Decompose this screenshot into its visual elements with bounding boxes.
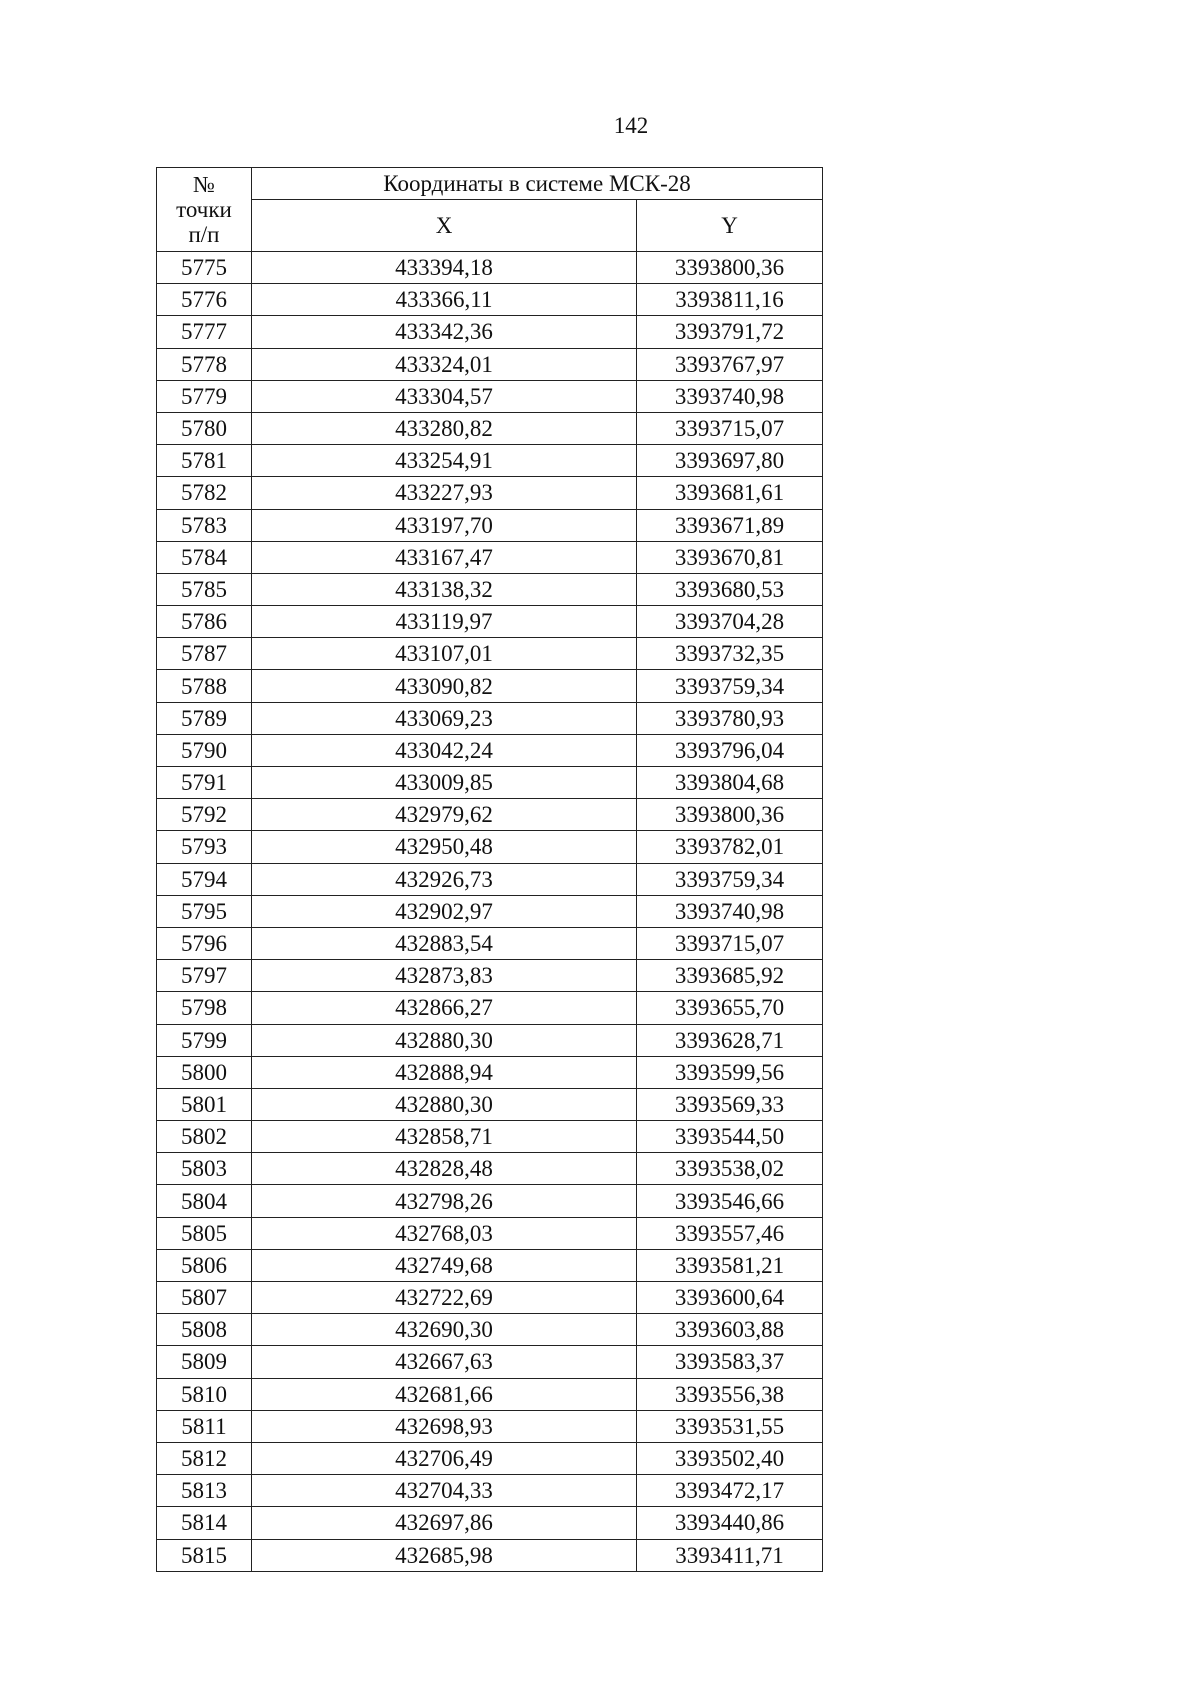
table-row — [157, 1185, 823, 1217]
table-row — [157, 1314, 823, 1346]
point-number-cell: 5813 — [157, 1475, 252, 1507]
point-number-cell: 5786 — [157, 606, 252, 638]
point-number-cell: 5814 — [157, 1507, 252, 1539]
y-coordinate-cell: 3393655,70 — [637, 992, 823, 1024]
table-row — [157, 1088, 823, 1120]
x-coordinate-cell: 433090,82 — [252, 670, 637, 702]
x-coordinate-cell: 432902,97 — [252, 895, 637, 927]
point-number-cell: 5776 — [157, 284, 252, 316]
x-coordinate-cell: 433280,82 — [252, 412, 637, 444]
y-coordinate-cell: 3393538,02 — [637, 1153, 823, 1185]
point-number-cell: 5802 — [157, 1121, 252, 1153]
x-coordinate-cell: 433069,23 — [252, 702, 637, 734]
x-coordinate-cell: 433394,18 — [252, 252, 637, 284]
point-number-cell: 5811 — [157, 1410, 252, 1442]
x-coordinate-cell: 432926,73 — [252, 863, 637, 895]
y-coordinate-cell: 3393780,93 — [637, 702, 823, 734]
point-number-cell: 5793 — [157, 831, 252, 863]
coordinates-system-header: Координаты в системе МСК-28 — [252, 168, 823, 200]
y-coordinate-cell: 3393440,86 — [637, 1507, 823, 1539]
table-row — [157, 831, 823, 863]
table-row — [157, 380, 823, 412]
x-coordinate-cell: 432681,66 — [252, 1378, 637, 1410]
table-row — [157, 477, 823, 509]
page-number: 142 — [613, 113, 649, 138]
point-number-cell: 5799 — [157, 1024, 252, 1056]
y-coordinate-cell: 3393804,68 — [637, 767, 823, 799]
coordinates-table — [156, 167, 823, 1572]
point-number-cell: 5780 — [157, 412, 252, 444]
point-number-header — [157, 168, 252, 252]
point-number-header-line: точки — [176, 197, 232, 222]
y-coordinate-cell: 3393796,04 — [637, 734, 823, 766]
table-row — [157, 1507, 823, 1539]
point-number-cell: 5785 — [157, 573, 252, 605]
x-coordinate-cell: 433254,91 — [252, 445, 637, 477]
point-number-cell: 5775 — [157, 252, 252, 284]
x-coordinate-cell: 433138,32 — [252, 573, 637, 605]
y-coordinate-cell: 3393531,55 — [637, 1410, 823, 1442]
table-row — [157, 348, 823, 380]
table-row — [157, 1475, 823, 1507]
table-row — [157, 1249, 823, 1281]
table-header — [157, 168, 823, 252]
table-row — [157, 799, 823, 831]
y-coordinate-cell: 3393599,56 — [637, 1056, 823, 1088]
x-coordinate-cell: 432873,83 — [252, 960, 637, 992]
point-number-cell: 5800 — [157, 1056, 252, 1088]
table-row — [157, 1378, 823, 1410]
y-column-header: Y — [637, 200, 823, 252]
x-coordinate-cell: 432880,30 — [252, 1088, 637, 1120]
y-coordinate-cell: 3393685,92 — [637, 960, 823, 992]
y-coordinate-cell: 3393759,34 — [637, 670, 823, 702]
y-coordinate-cell: 3393800,36 — [637, 799, 823, 831]
y-coordinate-cell: 3393670,81 — [637, 541, 823, 573]
x-coordinate-cell: 433009,85 — [252, 767, 637, 799]
table-row — [157, 1346, 823, 1378]
table-row — [157, 606, 823, 638]
x-coordinate-cell: 432706,49 — [252, 1442, 637, 1474]
y-coordinate-cell: 3393800,36 — [637, 252, 823, 284]
x-coordinate-cell: 433197,70 — [252, 509, 637, 541]
y-coordinate-cell: 3393581,21 — [637, 1249, 823, 1281]
table-row — [157, 638, 823, 670]
table-row — [157, 960, 823, 992]
table-body — [157, 252, 823, 1572]
table-row — [157, 734, 823, 766]
point-number-cell: 5809 — [157, 1346, 252, 1378]
y-coordinate-cell: 3393569,33 — [637, 1088, 823, 1120]
y-coordinate-cell: 3393556,38 — [637, 1378, 823, 1410]
table-row — [157, 702, 823, 734]
point-number-cell: 5791 — [157, 767, 252, 799]
y-coordinate-cell: 3393544,50 — [637, 1121, 823, 1153]
y-coordinate-cell: 3393603,88 — [637, 1314, 823, 1346]
y-coordinate-cell: 3393502,40 — [637, 1442, 823, 1474]
x-coordinate-cell: 432697,86 — [252, 1507, 637, 1539]
point-number-cell: 5815 — [157, 1539, 252, 1571]
x-coordinate-cell: 432798,26 — [252, 1185, 637, 1217]
table-row — [157, 1217, 823, 1249]
table-row — [157, 992, 823, 1024]
x-coordinate-cell: 433366,11 — [252, 284, 637, 316]
table-row — [157, 670, 823, 702]
x-coordinate-cell: 432880,30 — [252, 1024, 637, 1056]
y-coordinate-cell: 3393782,01 — [637, 831, 823, 863]
point-number-cell: 5797 — [157, 960, 252, 992]
y-coordinate-cell: 3393557,46 — [637, 1217, 823, 1249]
point-number-cell: 5784 — [157, 541, 252, 573]
y-coordinate-cell: 3393583,37 — [637, 1346, 823, 1378]
point-number-cell: 5810 — [157, 1378, 252, 1410]
table-row — [157, 284, 823, 316]
y-coordinate-cell: 3393628,71 — [637, 1024, 823, 1056]
y-coordinate-cell: 3393411,71 — [637, 1539, 823, 1571]
point-number-cell: 5792 — [157, 799, 252, 831]
point-number-cell: 5803 — [157, 1153, 252, 1185]
point-number-cell: 5781 — [157, 445, 252, 477]
point-number-cell: 5789 — [157, 702, 252, 734]
table-row — [157, 541, 823, 573]
y-coordinate-cell: 3393715,07 — [637, 412, 823, 444]
y-coordinate-cell: 3393767,97 — [637, 348, 823, 380]
x-coordinate-cell: 432690,30 — [252, 1314, 637, 1346]
point-number-cell: 5812 — [157, 1442, 252, 1474]
point-number-cell: 5777 — [157, 316, 252, 348]
point-number-header-line: № — [193, 172, 215, 197]
x-coordinate-cell: 432685,98 — [252, 1539, 637, 1571]
y-coordinate-cell: 3393732,35 — [637, 638, 823, 670]
y-coordinate-cell: 3393671,89 — [637, 509, 823, 541]
y-coordinate-cell: 3393472,17 — [637, 1475, 823, 1507]
table-header-row — [157, 200, 823, 252]
y-coordinate-cell: 3393740,98 — [637, 895, 823, 927]
x-column-header: X — [252, 200, 637, 252]
table-row — [157, 316, 823, 348]
table-row — [157, 1539, 823, 1571]
table-row — [157, 927, 823, 959]
x-coordinate-cell: 432667,63 — [252, 1346, 637, 1378]
x-coordinate-cell: 432828,48 — [252, 1153, 637, 1185]
point-number-cell: 5804 — [157, 1185, 252, 1217]
point-number-cell: 5783 — [157, 509, 252, 541]
table-row — [157, 252, 823, 284]
x-coordinate-cell: 433324,01 — [252, 348, 637, 380]
point-number-cell: 5794 — [157, 863, 252, 895]
y-coordinate-cell: 3393740,98 — [637, 380, 823, 412]
point-number-cell: 5798 — [157, 992, 252, 1024]
y-coordinate-cell: 3393600,64 — [637, 1282, 823, 1314]
point-number-cell: 5807 — [157, 1282, 252, 1314]
point-number-cell: 5808 — [157, 1314, 252, 1346]
table-row — [157, 1121, 823, 1153]
point-number-cell: 5795 — [157, 895, 252, 927]
x-coordinate-cell: 432888,94 — [252, 1056, 637, 1088]
point-number-cell: 5782 — [157, 477, 252, 509]
table-row — [157, 767, 823, 799]
y-coordinate-cell: 3393546,66 — [637, 1185, 823, 1217]
y-coordinate-cell: 3393759,34 — [637, 863, 823, 895]
point-number-cell: 5806 — [157, 1249, 252, 1281]
y-coordinate-cell: 3393715,07 — [637, 927, 823, 959]
y-coordinate-cell: 3393697,80 — [637, 445, 823, 477]
x-coordinate-cell: 432979,62 — [252, 799, 637, 831]
x-coordinate-cell: 432866,27 — [252, 992, 637, 1024]
point-number-cell: 5790 — [157, 734, 252, 766]
point-number-cell: 5779 — [157, 380, 252, 412]
x-coordinate-cell: 433119,97 — [252, 606, 637, 638]
point-number-cell: 5805 — [157, 1217, 252, 1249]
table-row — [157, 1410, 823, 1442]
table-row — [157, 863, 823, 895]
x-coordinate-cell: 433042,24 — [252, 734, 637, 766]
x-coordinate-cell: 432883,54 — [252, 927, 637, 959]
x-coordinate-cell: 432749,68 — [252, 1249, 637, 1281]
x-coordinate-cell: 433167,47 — [252, 541, 637, 573]
table-row — [157, 573, 823, 605]
table-row — [157, 1282, 823, 1314]
x-coordinate-cell: 433304,57 — [252, 380, 637, 412]
table-row — [157, 1056, 823, 1088]
table-header-row — [157, 168, 823, 200]
point-number-cell: 5796 — [157, 927, 252, 959]
point-number-cell: 5788 — [157, 670, 252, 702]
point-number-cell: 5778 — [157, 348, 252, 380]
x-coordinate-cell: 432698,93 — [252, 1410, 637, 1442]
point-number-header-line: п/п — [188, 222, 220, 247]
table-row — [157, 509, 823, 541]
point-number-cell: 5787 — [157, 638, 252, 670]
table-row — [157, 1024, 823, 1056]
x-coordinate-cell: 433107,01 — [252, 638, 637, 670]
table-row — [157, 445, 823, 477]
x-coordinate-cell: 432768,03 — [252, 1217, 637, 1249]
x-coordinate-cell: 433227,93 — [252, 477, 637, 509]
x-coordinate-cell: 432722,69 — [252, 1282, 637, 1314]
table-row — [157, 895, 823, 927]
x-coordinate-cell: 432950,48 — [252, 831, 637, 863]
point-number-cell: 5801 — [157, 1088, 252, 1120]
y-coordinate-cell: 3393791,72 — [637, 316, 823, 348]
y-coordinate-cell: 3393681,61 — [637, 477, 823, 509]
x-coordinate-cell: 433342,36 — [252, 316, 637, 348]
y-coordinate-cell: 3393704,28 — [637, 606, 823, 638]
table-row — [157, 412, 823, 444]
x-coordinate-cell: 432704,33 — [252, 1475, 637, 1507]
y-coordinate-cell: 3393811,16 — [637, 284, 823, 316]
table-row — [157, 1442, 823, 1474]
y-coordinate-cell: 3393680,53 — [637, 573, 823, 605]
table-row — [157, 1153, 823, 1185]
x-coordinate-cell: 432858,71 — [252, 1121, 637, 1153]
